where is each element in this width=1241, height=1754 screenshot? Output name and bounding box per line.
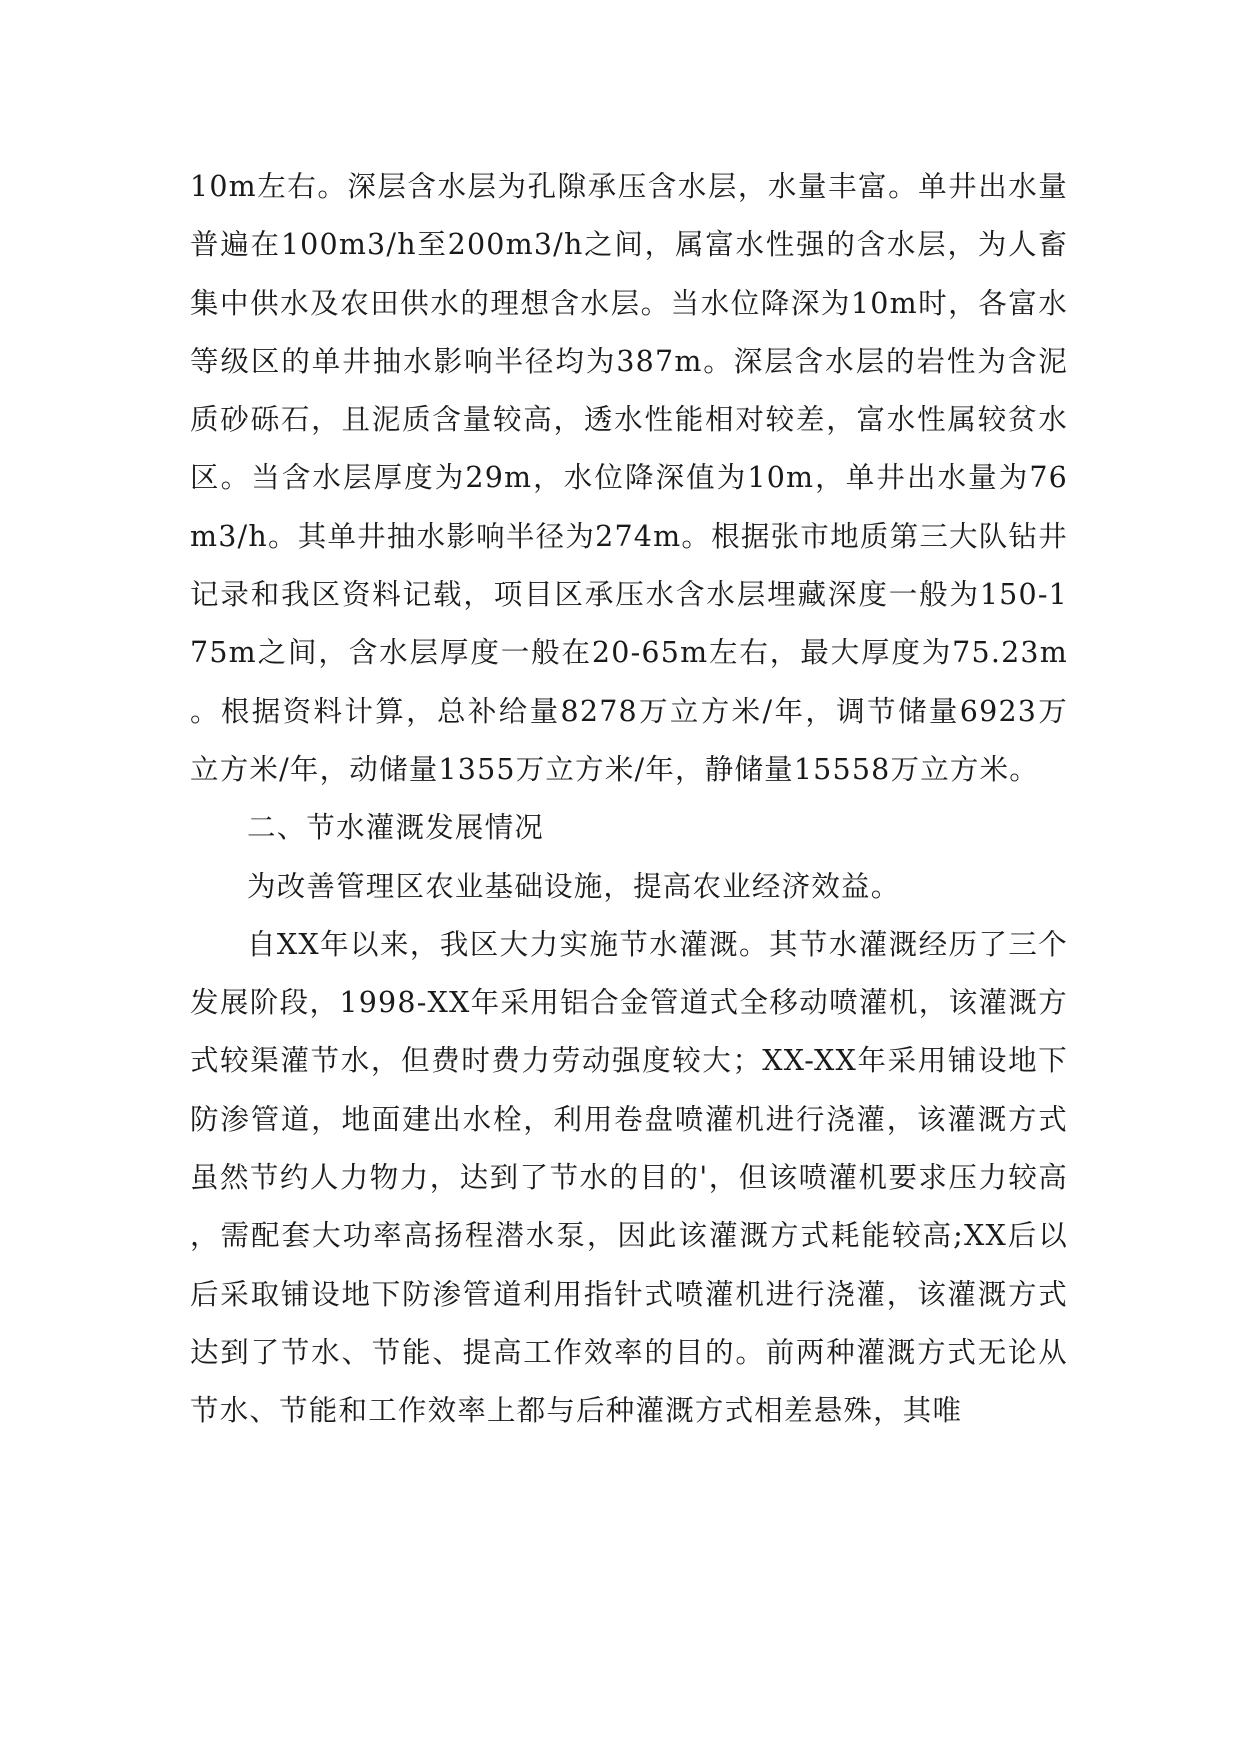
paragraph-purpose: 为改善管理区农业基础设施，提高农业经济效益。	[247, 869, 901, 903]
document-body	[190, 158, 1068, 1441]
section-heading: 二、节水灌溉发展情况	[247, 811, 545, 845]
paragraph-aquifer: 10m左右。深层含水层为孔隙承压含水层，水量丰富。单井出水量普遍在100m3/h至200m3/h之间，属富水性强的含水层，为人畜集中供水及农田供水的理想含水层。当水位降深为10m时，各富水等级区的单井抽水影响半径均为387m。深层含水层的岩性为含泥质砂砾石，且泥质含量较高，透水性能相对较差，富水性属较贫水区。当含水层厚度为29m，水位降深值为10m，单井出水量为76m3/h。其单井抽水影响半径为274m。根据张市地质第三大队钻井记录和我区资料记载，项目区承压水含水层埋藏深度一般为150-175m之间，含水层厚度一般在20-65m左右，最大厚度为75.23m。根据资料计算，总补给量8278万立方米/年，调节储量6923万立方米/年，动储量1355万立方米/年，静储量15558万立方米。	[190, 170, 1068, 786]
paragraph-irrigation-history: 自XX年以来，我区大力实施节水灌溉。其节水灌溉经历了三个发展阶段，1998-XX年采用铝合金管道式全移动喷灌机，该灌溉方式较渠灌节水，但费时费力劳动强度较大；XX-XX年采用铺设地下防渗管道，地面建出水栓，利用卷盘喷灌机进行浇灌，该灌溉方式虽然节约人力物力，达到了节水的目的'，但该喷灌机要求压力较高，需配套大功率高扬程潜水泵，因此该灌溉方式耗能较高;XX后以后采取铺设地下防渗管道利用指针式喷灌机进行浇灌，该灌溉方式达到了节水、节能、提高工作效率的目的。前两种灌溉方式无论从节水、节能和工作效率上都与后种灌溉方式相差悬殊，其唯	[190, 927, 1068, 1428]
